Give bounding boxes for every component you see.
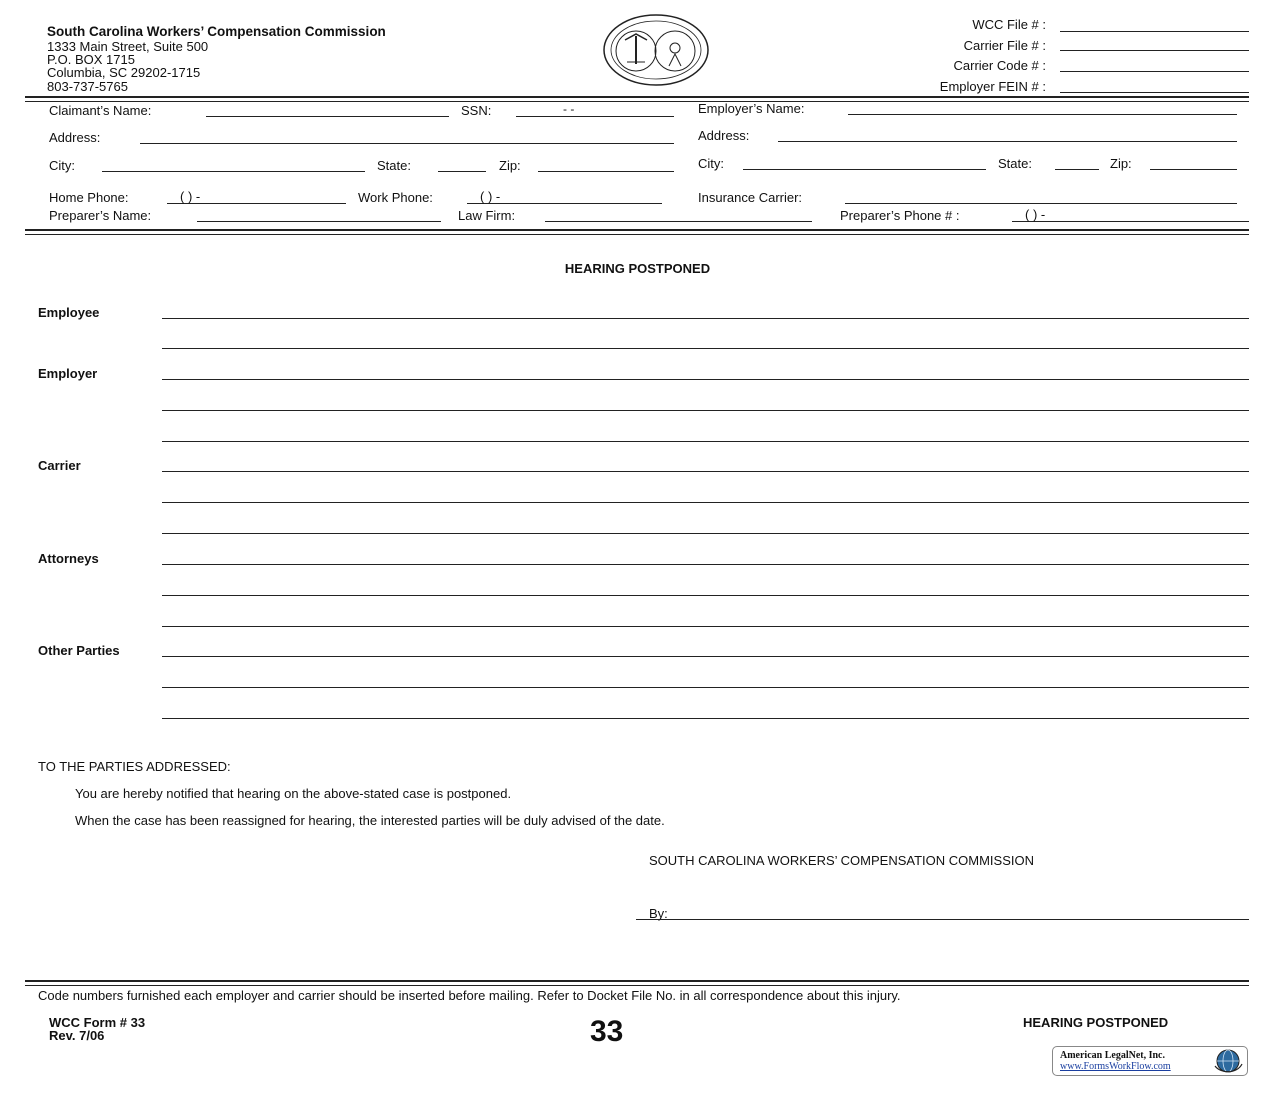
preparer-name-field[interactable]	[197, 221, 441, 222]
org-address-line2: P.O. BOX 1715	[47, 52, 135, 67]
employer-fein-field[interactable]	[1060, 92, 1249, 93]
law-firm-label: Law Firm:	[458, 208, 516, 223]
employee-label: Employee	[38, 305, 100, 320]
carrier-file-field[interactable]	[1060, 50, 1249, 51]
employer-city-label: City:	[698, 156, 724, 171]
employee-field-line-1[interactable]	[162, 318, 1249, 319]
footer-title: HEARING POSTPONED	[1023, 1015, 1169, 1030]
carrier-party-label: Carrier	[38, 458, 81, 473]
header-divider	[25, 96, 1249, 102]
preparer-phone-label: Preparer’s Phone # :	[840, 208, 960, 223]
attorneys-label: Attorneys	[38, 551, 99, 566]
claimant-state-label: State:	[377, 158, 411, 173]
carrier-field-line-2[interactable]	[162, 502, 1249, 503]
by-label: By:	[649, 906, 668, 921]
home-phone-mask: ( ) -	[180, 189, 201, 204]
attorneys-field-line-3[interactable]	[162, 626, 1249, 627]
org-address-line1: 1333 Main Street, Suite 500	[47, 39, 209, 54]
form-revision: Rev. 7/06	[49, 1028, 105, 1043]
footer-divider	[25, 980, 1249, 986]
claimant-city-label: City:	[49, 158, 75, 173]
state-seal-icon	[603, 14, 709, 86]
carrier-field-line-1[interactable]	[162, 471, 1249, 472]
org-name: South Carolina Workers’ Compensation Commission	[47, 24, 386, 39]
attorneys-field-line-2[interactable]	[162, 595, 1249, 596]
logo-url[interactable]: www.FormsWorkFlow.com	[1060, 1061, 1171, 1072]
other-parties-field-line-3[interactable]	[162, 718, 1249, 719]
insurance-carrier-field[interactable]	[845, 203, 1237, 204]
home-phone-label: Home Phone:	[49, 190, 129, 205]
claimant-address-field[interactable]	[140, 143, 674, 144]
work-phone-mask: ( ) -	[480, 189, 501, 204]
preparer-name-label: Preparer’s Name:	[49, 208, 152, 223]
signature-field[interactable]	[636, 919, 1249, 920]
notice-line-2: When the case has been reassigned for hearing, the interested parties will be duly advised of the date.	[75, 813, 665, 828]
attorneys-field-line-1[interactable]	[162, 564, 1249, 565]
logo-company: American LegalNet, Inc.	[1060, 1050, 1165, 1061]
employer-state-label: State:	[998, 156, 1032, 171]
employee-field-line-2[interactable]	[162, 348, 1249, 349]
employer-zip-field[interactable]	[1150, 169, 1237, 170]
claimant-zip-label: Zip:	[499, 158, 521, 173]
notice-line-1: You are hereby notified that hearing on the above-stated case is postponed.	[75, 786, 512, 801]
claimant-name-field[interactable]	[206, 116, 449, 117]
carrier-code-label: Carrier Code # :	[953, 58, 1046, 73]
form-title: HEARING POSTPONED	[564, 261, 711, 276]
preparer-phone-field[interactable]	[1012, 221, 1249, 222]
ssn-label: SSN:	[461, 103, 492, 118]
claimant-state-field[interactable]	[438, 171, 486, 172]
carrier-file-label: Carrier File # :	[963, 38, 1046, 53]
form-big-number: 33	[590, 1015, 624, 1048]
claimant-city-field[interactable]	[102, 171, 365, 172]
law-firm-field[interactable]	[545, 221, 812, 222]
notice-addressee: TO THE PARTIES ADDRESSED:	[38, 759, 231, 774]
wcc-file-label: WCC File # :	[972, 17, 1046, 32]
commission-signature-name: SOUTH CAROLINA WORKERS’ COMPENSATION COMMISSION	[649, 853, 1034, 868]
claimant-address-label: Address:	[49, 130, 101, 145]
form-number: WCC Form # 33	[49, 1015, 146, 1030]
other-parties-label: Other Parties	[38, 643, 120, 658]
wcc-file-field[interactable]	[1060, 31, 1249, 32]
insurance-carrier-label: Insurance Carrier:	[698, 190, 803, 205]
employer-address-field[interactable]	[778, 141, 1237, 142]
other-parties-field-line-1[interactable]	[162, 656, 1249, 657]
work-phone-label: Work Phone:	[358, 190, 433, 205]
employer-name-field[interactable]	[848, 114, 1237, 115]
other-parties-field-line-2[interactable]	[162, 687, 1249, 688]
code-note: Code numbers furnished each employer and carrier should be inserted before mailing. Refer to Docket File No. in all correspondence about this injury.	[38, 988, 901, 1003]
info-divider	[25, 229, 1249, 235]
carrier-code-field[interactable]	[1060, 71, 1249, 72]
org-phone: 803-737-5765	[47, 79, 128, 94]
org-address-line3: Columbia, SC 29202-1715	[47, 65, 201, 80]
legalnet-logo[interactable]	[1052, 1046, 1248, 1076]
globe-icon	[1211, 1048, 1245, 1074]
ssn-field[interactable]	[516, 116, 674, 117]
employer-city-field[interactable]	[743, 169, 986, 170]
employer-zip-label: Zip:	[1110, 156, 1132, 171]
claimant-zip-field[interactable]	[538, 171, 674, 172]
claimant-name-label: Claimant’s Name:	[49, 103, 152, 118]
employer-field-line-1[interactable]	[162, 379, 1249, 380]
employer-state-field[interactable]	[1055, 169, 1099, 170]
preparer-phone-mask: ( ) -	[1025, 207, 1046, 222]
employer-address-label: Address:	[698, 128, 750, 143]
employer-field-line-2[interactable]	[162, 410, 1249, 411]
employer-name-label: Employer’s Name:	[698, 101, 805, 116]
ssn-separators: - -	[563, 102, 575, 116]
carrier-field-line-3[interactable]	[162, 533, 1249, 534]
employer-party-label: Employer	[38, 366, 98, 381]
employer-field-line-3[interactable]	[162, 441, 1249, 442]
employer-fein-label: Employer FEIN # :	[939, 79, 1046, 94]
